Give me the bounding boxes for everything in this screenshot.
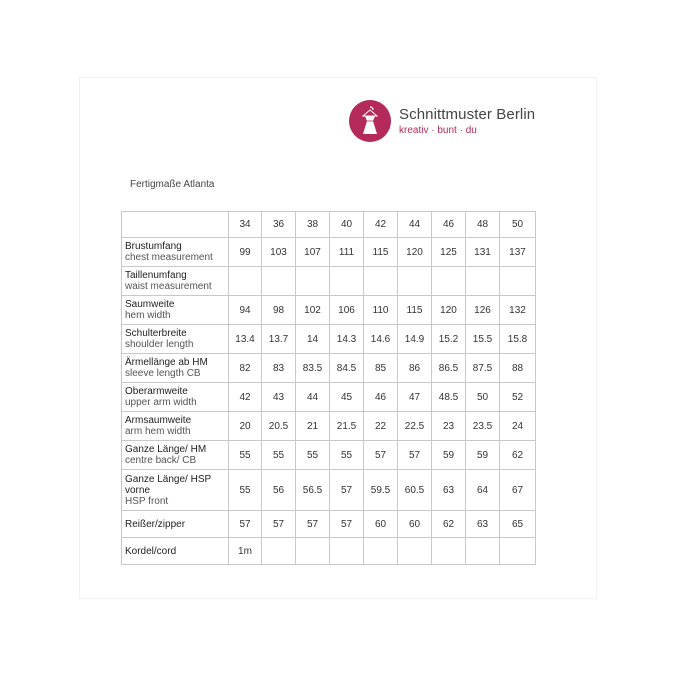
table-row (122, 412, 536, 441)
row-label-english: waist measurement (125, 281, 212, 292)
value-cell (500, 267, 536, 296)
row-label-english: upper arm width (125, 397, 197, 408)
size-header-cell: 40 (330, 212, 364, 238)
row-label-german: Saumweite (125, 299, 175, 310)
value-cell: 48.5 (432, 383, 466, 412)
value-cell: 57 (330, 511, 364, 538)
value-cell: 86.5 (432, 354, 466, 383)
value-cell: 15.8 (500, 325, 536, 354)
value-cell: 57 (229, 511, 262, 538)
value-cell: 44 (296, 383, 330, 412)
value-cell (432, 267, 466, 296)
table-row (122, 441, 536, 470)
value-cell (398, 538, 432, 565)
value-cell: 57 (364, 441, 398, 470)
row-label-german: Kordel/cord (125, 545, 177, 557)
value-cell: 86 (398, 354, 432, 383)
value-cell: 59 (432, 441, 466, 470)
size-header-cell: 34 (229, 212, 262, 238)
row-label-german: Brustumfang (125, 241, 182, 252)
value-cell (398, 267, 432, 296)
value-cell: 57 (262, 511, 296, 538)
value-cell: 63 (466, 511, 500, 538)
value-cell: 1m (229, 538, 262, 565)
value-cell (262, 267, 296, 296)
row-label-german: Ganze Länge/ HSP vorne (125, 473, 211, 496)
table-row (122, 238, 536, 267)
value-cell: 15.5 (466, 325, 500, 354)
value-cell: 55 (330, 441, 364, 470)
value-cell: 107 (296, 238, 330, 267)
brand-logo (349, 100, 535, 142)
value-cell: 21.5 (330, 412, 364, 441)
value-cell: 55 (262, 441, 296, 470)
value-cell: 83 (262, 354, 296, 383)
dress-on-hanger-icon (349, 100, 391, 142)
value-cell: 21 (296, 412, 330, 441)
value-cell: 65 (500, 511, 536, 538)
value-cell: 57 (330, 470, 364, 511)
value-cell: 98 (262, 296, 296, 325)
row-label-german: Oberarmweite (125, 386, 188, 397)
row-label-cell (122, 470, 229, 511)
row-label-english: hem width (125, 310, 171, 321)
value-cell: 64 (466, 470, 500, 511)
value-cell: 120 (398, 238, 432, 267)
value-cell: 45 (330, 383, 364, 412)
value-cell: 20 (229, 412, 262, 441)
value-cell (296, 538, 330, 565)
value-cell: 57 (398, 441, 432, 470)
table-header-row (122, 212, 536, 238)
row-label-cell (122, 296, 229, 325)
value-cell: 13.7 (262, 325, 296, 354)
value-cell: 57 (296, 511, 330, 538)
value-cell: 85 (364, 354, 398, 383)
row-label-cell (122, 325, 229, 354)
value-cell: 137 (500, 238, 536, 267)
value-cell: 120 (432, 296, 466, 325)
value-cell: 111 (330, 238, 364, 267)
value-cell: 22 (364, 412, 398, 441)
value-cell: 67 (500, 470, 536, 511)
value-cell: 94 (229, 296, 262, 325)
value-cell: 59.5 (364, 470, 398, 511)
row-label-cell (122, 511, 229, 538)
value-cell: 99 (229, 238, 262, 267)
value-cell: 62 (500, 441, 536, 470)
row-label-english: HSP front (125, 495, 169, 507)
value-cell (364, 267, 398, 296)
document-title: Fertigmaße Atlanta (130, 179, 215, 190)
row-label-english: chest measurement (125, 252, 213, 263)
value-cell: 13.4 (229, 325, 262, 354)
row-label-cell (122, 238, 229, 267)
value-cell: 126 (466, 296, 500, 325)
value-cell: 15.2 (432, 325, 466, 354)
value-cell: 43 (262, 383, 296, 412)
value-cell: 42 (229, 383, 262, 412)
value-cell: 20.5 (262, 412, 296, 441)
row-label-english: arm hem width (125, 426, 191, 437)
value-cell (262, 538, 296, 565)
value-cell: 59 (466, 441, 500, 470)
value-cell: 88 (500, 354, 536, 383)
value-cell: 23.5 (466, 412, 500, 441)
value-cell: 55 (229, 470, 262, 511)
value-cell: 103 (262, 238, 296, 267)
row-label-german: Armsaumweite (125, 415, 192, 426)
row-label-german: Ärmellänge ab HM (125, 357, 208, 368)
table-row (122, 296, 536, 325)
value-cell: 110 (364, 296, 398, 325)
value-cell: 14.9 (398, 325, 432, 354)
value-cell: 24 (500, 412, 536, 441)
row-label-german: Schulterbreite (125, 328, 187, 339)
brand-tagline: kreativ · bunt · du (399, 124, 477, 136)
measurements-table (121, 211, 536, 565)
table-row (122, 267, 536, 296)
value-cell (229, 267, 262, 296)
row-label-english: sleeve length CB (125, 368, 201, 379)
size-header-cell: 46 (432, 212, 466, 238)
value-cell: 56 (262, 470, 296, 511)
value-cell: 106 (330, 296, 364, 325)
value-cell: 22.5 (398, 412, 432, 441)
value-cell: 60.5 (398, 470, 432, 511)
value-cell: 52 (500, 383, 536, 412)
value-cell (330, 538, 364, 565)
size-header-cell: 36 (262, 212, 296, 238)
value-cell: 102 (296, 296, 330, 325)
row-label-cell (122, 412, 229, 441)
row-label-cell (122, 267, 229, 296)
value-cell: 82 (229, 354, 262, 383)
value-cell: 50 (466, 383, 500, 412)
size-header-cell: 50 (500, 212, 536, 238)
header-corner-cell (122, 212, 229, 238)
value-cell: 55 (229, 441, 262, 470)
table-row (122, 383, 536, 412)
row-label-cell (122, 538, 229, 565)
row-label-english: centre back/ CB (125, 455, 197, 466)
size-header-cell: 42 (364, 212, 398, 238)
value-cell: 131 (466, 238, 500, 267)
row-label-english: shoulder length (125, 339, 194, 350)
size-header-cell: 44 (398, 212, 432, 238)
value-cell: 132 (500, 296, 536, 325)
value-cell (466, 267, 500, 296)
value-cell: 55 (296, 441, 330, 470)
value-cell: 60 (364, 511, 398, 538)
value-cell (432, 538, 466, 565)
size-header-cell: 38 (296, 212, 330, 238)
value-cell: 14.3 (330, 325, 364, 354)
table-row (122, 511, 536, 538)
size-header-cell: 48 (466, 212, 500, 238)
value-cell: 62 (432, 511, 466, 538)
value-cell: 14.6 (364, 325, 398, 354)
value-cell: 47 (398, 383, 432, 412)
value-cell (466, 538, 500, 565)
value-cell: 63 (432, 470, 466, 511)
value-cell (296, 267, 330, 296)
value-cell: 56.5 (296, 470, 330, 511)
value-cell (330, 267, 364, 296)
value-cell: 84.5 (330, 354, 364, 383)
value-cell: 83.5 (296, 354, 330, 383)
row-label-cell (122, 354, 229, 383)
row-label-cell (122, 383, 229, 412)
table-row (122, 538, 536, 565)
value-cell: 14 (296, 325, 330, 354)
row-label-german: Taillenumfang (125, 270, 187, 281)
value-cell (364, 538, 398, 565)
value-cell: 125 (432, 238, 466, 267)
row-label-german: Ganze Länge/ HM (125, 444, 207, 455)
table-row (122, 354, 536, 383)
value-cell: 87.5 (466, 354, 500, 383)
value-cell: 46 (364, 383, 398, 412)
brand-name: Schnittmuster Berlin (399, 105, 536, 123)
row-label-german: Reißer/zipper (125, 518, 186, 530)
row-label-cell (122, 441, 229, 470)
value-cell: 23 (432, 412, 466, 441)
value-cell: 115 (398, 296, 432, 325)
table-row (122, 470, 536, 511)
value-cell: 115 (364, 238, 398, 267)
value-cell (500, 538, 536, 565)
table-row (122, 325, 536, 354)
value-cell: 60 (398, 511, 432, 538)
